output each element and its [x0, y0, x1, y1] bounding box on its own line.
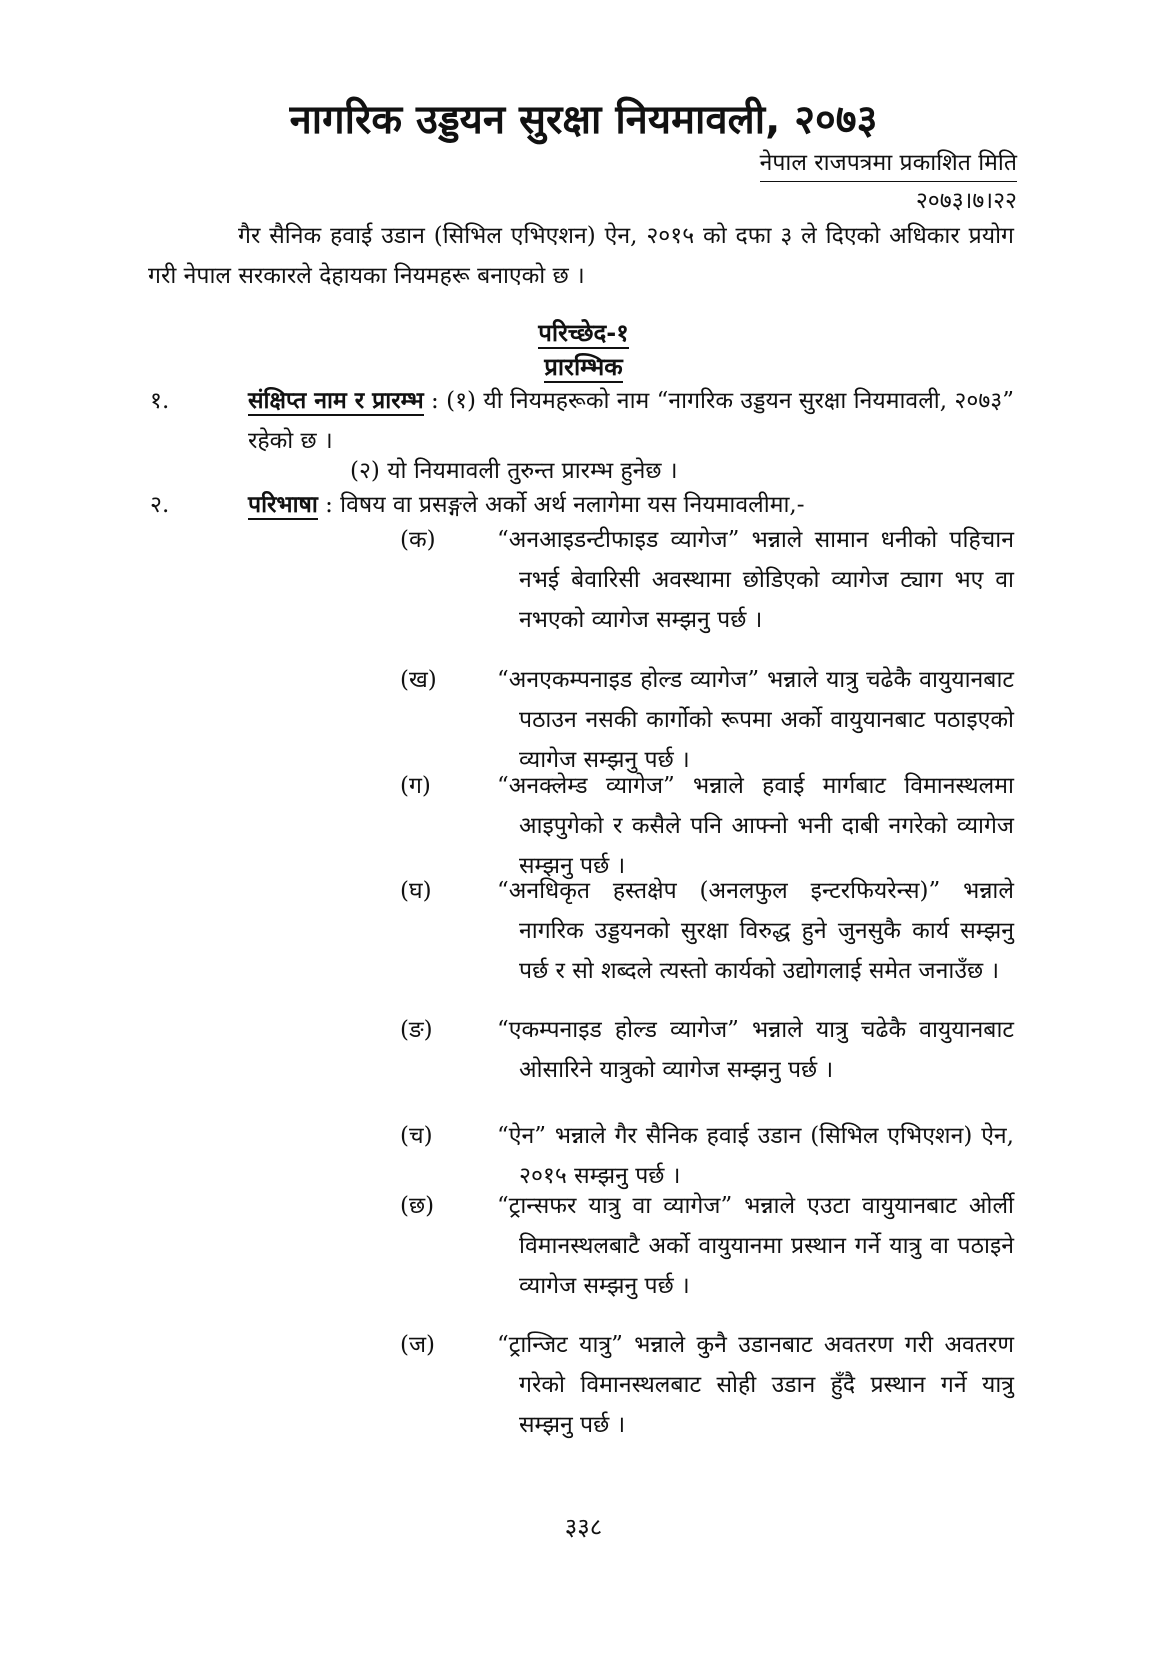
- definition-text: “ट्रान्सफर यात्रु वा व्यागेज” भन्नाले एउटा वायुयानबाट ओर्ली विमानस्थलबाटै अर्को वायुयानमा प्रस्थान गर्ने यात्रु वा पठाइने व्यागेज सम्झनु पर्छ ।: [497, 1193, 1014, 1299]
- rule-2-body: [248, 485, 1014, 525]
- definition-label: (ग): [400, 773, 431, 799]
- definition-text: “अनधिकृत हस्तक्षेप (अनलफुल इन्टरफियरेन्स)” भन्नाले नागरिक उड्डयनको सुरक्षा विरुद्ध हुने जुनसुकै कार्य सम्झनु पर्छ र सो शब्दले त्यस्तो कार्यको उद्योगलाई समेत जनाउँछ ।: [497, 878, 1014, 984]
- rule-2-heading: परिभाषा: [248, 492, 318, 518]
- preamble: गैर सैनिक हवाई उडान (सिभिल एभिएशन) ऐन, २०१५ को दफा ३ ले दिएको अधिकार प्रयोग गरी नेपाल सरकारले देहायका नियमहरू बनाएको छ ।: [148, 223, 1014, 289]
- definition-text: “अनएकम्पनाइड होल्ड व्यागेज” भन्नाले यात्रु चढेकै वायुयानबाट पठाउन नसकी कार्गोको रूपमा अर्को वायुयानबाट पठाइएको व्यागेज सम्झनु पर्छ ।: [497, 667, 1014, 773]
- rule-1-subrule-2: (२) यो नियमावली तुरुन्त प्रारम्भ हुनेछ ।: [350, 458, 678, 484]
- chapter-title: [0, 350, 1167, 384]
- rule-1-body: [248, 381, 1014, 461]
- definition-label: (ज): [400, 1332, 436, 1358]
- definition-text: “अनआइडन्टीफाइड व्यागेज” भन्नाले सामान धनीको पहिचान नभई बेवारिसी अवस्थामा छोडिएको व्यागेज ट्याग भए वा नभएको व्यागेज सम्झनु पर्छ ।: [497, 527, 1014, 633]
- definition-label: (घ): [400, 878, 432, 904]
- chapter-label-text: परिच्छेद-१: [538, 319, 629, 347]
- definition-text: “ऐन” भन्नाले गैर सैनिक हवाई उडान (सिभिल एभिएशन) ऐन, २०१५ सम्झनु पर्छ ।: [497, 1123, 1014, 1189]
- document-title: नागरिक उड्डयन सुरक्षा नियमावली, २०७३: [289, 97, 878, 143]
- rule-1-number: १.: [150, 388, 170, 414]
- rule-1-heading: संक्षिप्त नाम र प्रारम्भ: [248, 388, 424, 414]
- chapter-title-text: प्रारम्भिक: [544, 353, 623, 381]
- rule-2-text: : विषय वा प्रसङ्गले अर्को अर्थ नलागेमा यस नियमावलीमा,-: [317, 492, 805, 518]
- definition-label: (क): [400, 527, 436, 553]
- definition-text: “एकम्पनाइड होल्ड व्यागेज” भन्नाले यात्रु चढेकै वायुयानबाट ओसारिने यात्रुको व्यागेज सम्झनु पर्छ ।: [497, 1017, 1014, 1083]
- definition-label: (च): [400, 1123, 433, 1149]
- publication-label: नेपाल राजपत्रमा प्रकाशित मिति: [760, 146, 1017, 182]
- chapter-label: [0, 316, 1167, 350]
- definition-label: (ख): [400, 667, 437, 693]
- rule-2-number: २.: [150, 492, 170, 518]
- definition-text: “ट्रान्जिट यात्रु” भन्नाले कुनै उडानबाट अवतरण गरी अवतरण गरेको विमानस्थलबाट सोही उडान हुँदै प्रस्थान गर्ने यात्रु सम्झनु पर्छ ।: [497, 1332, 1014, 1438]
- definition-label: (ङ): [400, 1017, 433, 1043]
- rule-1-text: : (१) यी नियमहरूको नाम “नागरिक उड्डयन सुरक्षा नियमावली, २०७३” रहेको छ ।: [248, 388, 1014, 454]
- page-number: ३३८: [564, 1513, 603, 1541]
- publication-date: २०७३।७।२२: [915, 188, 1017, 214]
- definition-text: “अनक्लेम्ड व्यागेज” भन्नाले हवाई मार्गबाट विमानस्थलमा आइपुगेको र कसैले पनि आफ्नो भनी दाबी नगरेको व्यागेज सम्झनु पर्छ ।: [497, 773, 1014, 879]
- definition-label: (छ): [400, 1193, 435, 1219]
